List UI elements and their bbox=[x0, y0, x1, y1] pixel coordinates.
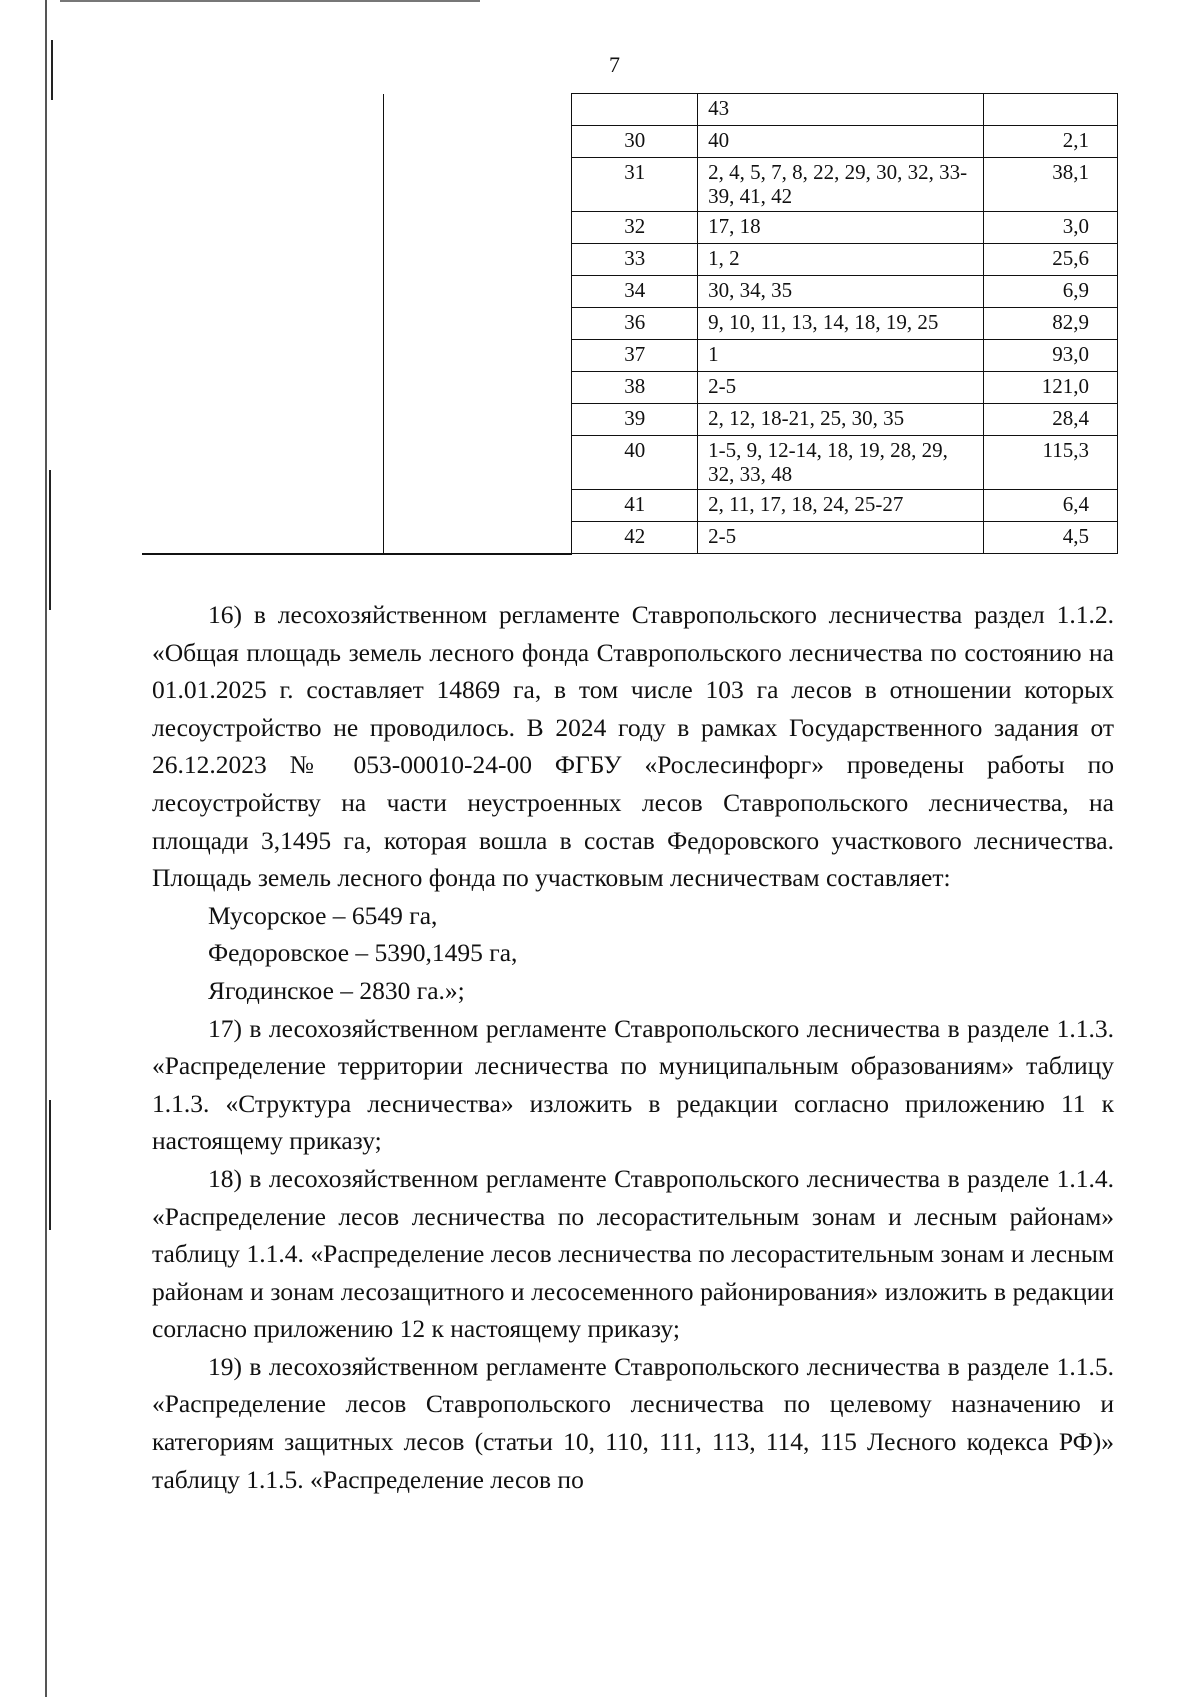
list-item: Мусорское – 6549 га, bbox=[208, 900, 438, 930]
quarter-cell: 34 bbox=[572, 276, 698, 308]
quarter-cell: 36 bbox=[572, 308, 698, 340]
quarter-cell: 42 bbox=[572, 522, 698, 554]
area-cell: 25,6 bbox=[984, 244, 1118, 276]
document-body bbox=[152, 596, 1114, 1498]
units-cell: 17, 18 bbox=[698, 212, 984, 244]
quarter-cell: 37 bbox=[572, 340, 698, 372]
paragraph-16: 16) в лесохозяйственном регламенте Ставропольского лесничества раздел 1.1.2. «Общая площадь земель лесного фонда Ставропольского лесничества по состоянию на 01.01.2025 г. составляет 14869 га, в том числе 103 га лесов в отношении которых лесоустройство не проводилось. В 2024 году в рамках Государственного задания от 26.12.2023 № 053-00010-24-00 ФГБУ «Рослесинфорг» проведены работы по лесоустройству на части неустроенных лесов Ставропольского лесничества, на площади 3,1495 га, которая вошла в состав Федоровского участкового лесничества. Площадь земель лесного фонда по участковым лесничествам составляет: bbox=[152, 600, 1114, 893]
units-cell: 9, 10, 11, 13, 14, 18, 19, 25 bbox=[698, 308, 984, 340]
scan-edge-line bbox=[45, 0, 47, 1697]
units-cell: 43 bbox=[698, 94, 984, 126]
quarter-cell: 30 bbox=[572, 126, 698, 158]
units-cell: 1, 2 bbox=[698, 244, 984, 276]
blank-cell bbox=[142, 94, 384, 554]
area-cell: 121,0 bbox=[984, 372, 1118, 404]
paragraph-19: 19) в лесохозяйственном регламенте Ставропольского лесничества в разделе 1.1.5. «Распределение лесов Ставропольского лесничества по целевому назначению и категориям защитных лесов (статьи 10, 110, 111, 113, 114, 115 Лесного кодекса РФ)» таблицу 1.1.5. «Распределение лесов по bbox=[152, 1351, 1114, 1494]
quarter-cell: 38 bbox=[572, 372, 698, 404]
units-cell: 40 bbox=[698, 126, 984, 158]
quarter-cell bbox=[572, 94, 698, 126]
paragraph-17: 17) в лесохозяйственном регламенте Ставропольского лесничества в разделе 1.1.3. «Распределение территории лесничества по муниципальным образованиям» таблицу 1.1.3. «Структура лесничества» изложить в редакции согласно приложению 11 к настоящему приказу; bbox=[152, 1013, 1114, 1156]
area-cell bbox=[984, 94, 1118, 126]
units-cell: 2-5 bbox=[698, 372, 984, 404]
area-cell: 2,1 bbox=[984, 126, 1118, 158]
area-cell: 115,3 bbox=[984, 436, 1118, 490]
units-cell: 1-5, 9, 12-14, 18, 19, 28, 29, 32, 33, 48 bbox=[698, 436, 984, 490]
quarter-cell: 33 bbox=[572, 244, 698, 276]
units-cell: 2, 11, 17, 18, 24, 25-27 bbox=[698, 490, 984, 522]
units-cell: 2-5 bbox=[698, 522, 984, 554]
scan-top-line bbox=[60, 0, 480, 2]
area-cell: 4,5 bbox=[984, 522, 1118, 554]
units-cell: 2, 12, 18-21, 25, 30, 35 bbox=[698, 404, 984, 436]
paragraph-18: 18) в лесохозяйственном регламенте Ставропольского лесничества в разделе 1.1.4. «Распределение лесов лесничества по лесорастительным зонам и лесным районам» таблицу 1.1.4. «Распределение лесов лесничества по лесорастительным зонам и лесным районам и зонам лесозащитного и лесосеменного районирования» изложить в редакции согласно приложению 12 к настоящему приказу; bbox=[152, 1163, 1114, 1344]
units-cell: 30, 34, 35 bbox=[698, 276, 984, 308]
quarter-cell: 39 bbox=[572, 404, 698, 436]
area-cell: 3,0 bbox=[984, 212, 1118, 244]
area-cell: 38,1 bbox=[984, 158, 1118, 212]
area-cell: 93,0 bbox=[984, 340, 1118, 372]
area-cell: 6,4 bbox=[984, 490, 1118, 522]
area-cell: 82,9 bbox=[984, 308, 1118, 340]
list-item: Федоровское – 5390,1495 га, bbox=[208, 938, 518, 968]
units-cell: 2, 4, 5, 7, 8, 22, 29, 30, 32, 33-39, 41, 42 bbox=[698, 158, 984, 212]
area-cell: 28,4 bbox=[984, 404, 1118, 436]
blank-cell bbox=[384, 94, 572, 554]
table-row bbox=[142, 94, 1118, 126]
area-cell: 6,9 bbox=[984, 276, 1118, 308]
scan-edge-line bbox=[49, 1100, 51, 1230]
page-number: 7 bbox=[609, 52, 620, 77]
scan-edge-line bbox=[49, 470, 51, 610]
scan-edge-line bbox=[51, 40, 53, 100]
quarter-cell: 41 bbox=[572, 490, 698, 522]
list-item: Ягодинское – 2830 га.»; bbox=[208, 975, 465, 1005]
quarter-cell: 32 bbox=[572, 212, 698, 244]
quarter-cell: 40 bbox=[572, 436, 698, 490]
quarter-cell: 31 bbox=[572, 158, 698, 212]
units-cell: 1 bbox=[698, 340, 984, 372]
forest-quarters-table bbox=[142, 93, 1118, 555]
